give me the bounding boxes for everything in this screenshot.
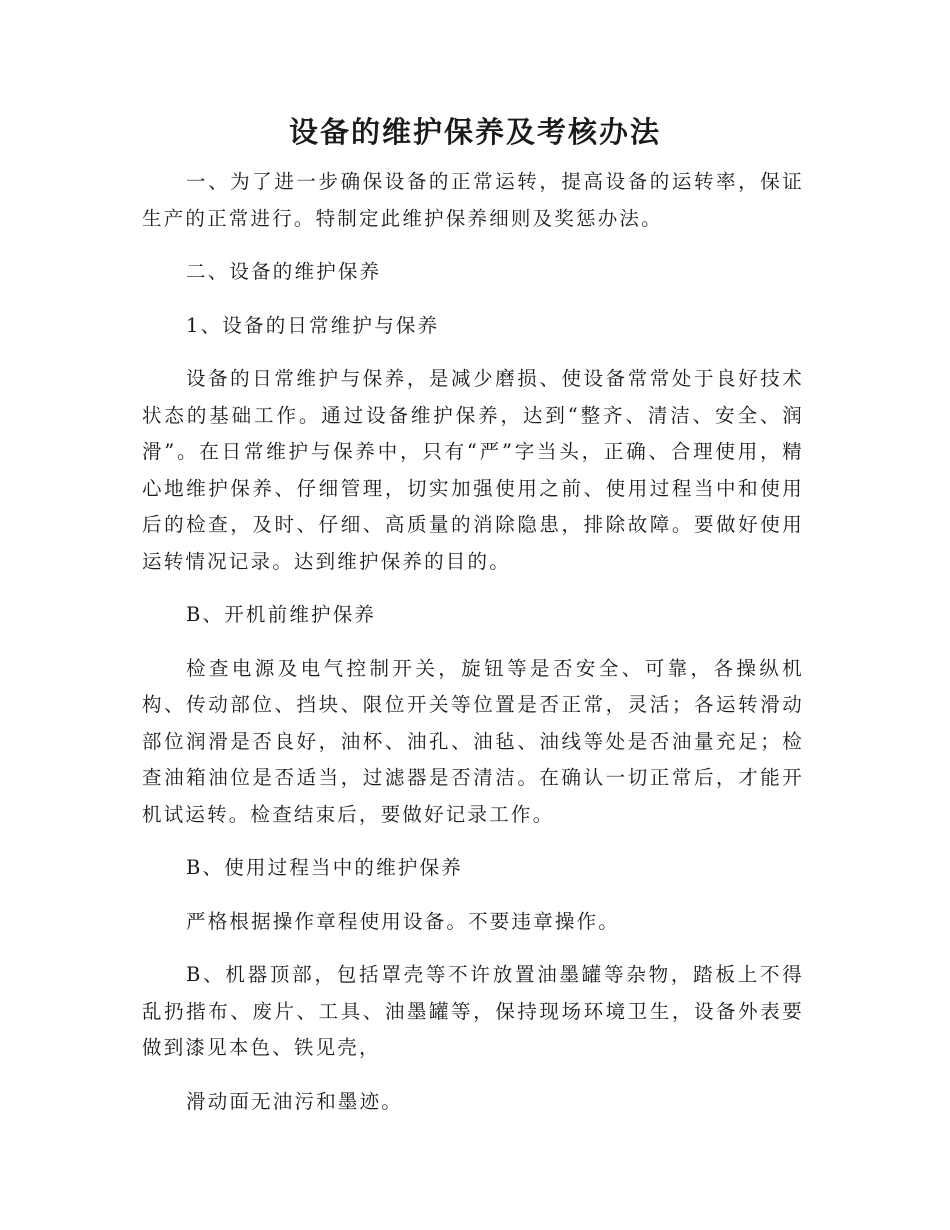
paragraph-daily-maintenance: 设备的日常维护与保养，是减少磨损、使设备常常处于良好技术状态的基础工作。通过设备维护保养，达到“整齐、清洁、安全、润滑”。在日常维护与保养中，只有“严”字当头，正确、合理使用，精心地维护保养、仔细管理，切实加强使用之前、使用过程当中和使用后的检查，及时、仔细、高质量的消除隐患，排除故障。要做好使用运转情况记录。达到维护保养的目的。 [142,367,804,573]
subsection-heading-daily-maintenance: 1、设备的日常维护与保养 [186,313,440,337]
paragraph-sliding-surface: 滑动面无油污和墨迹。 [186,1089,404,1113]
subsection-heading-pre-start: B、开机前维护保养 [186,603,377,626]
paragraph-pre-start: 检查电源及电气控制开关，旋钮等是否安全、可靠，各操纵机构、传动部位、挡块、限位开关等位置是否正常，灵活；各运转滑动部位润滑是否良好，油杯、油孔、油毡、油线等处是否油量充足；检查油箱油位是否适当，过滤器是否清洁。在确认一切正常后，才能开机试运转。检查结束后，要做好记录工作。 [142,656,804,826]
section-heading-maintenance: 二、设备的维护保养 [186,260,382,283]
paragraph-machine-top: B、机器顶部，包括罩壳等不许放置油墨罐等杂物，踏板上不得乱扔揩布、废片、工具、油墨罐等，保持现场环境卫生，设备外表要做到漆见本色、铁见壳， [142,963,804,1059]
paragraph-purpose: 一、为了进一步确保设备的正常运转，提高设备的运转率，保证生产的正常进行。特制定此维护保养细则及奖惩办法。 [142,170,804,230]
subsection-heading-in-use: B、使用过程当中的维护保养 [186,856,463,879]
paragraph-operating-rules: 严格根据操作章程使用设备。不要违章操作。 [186,909,621,933]
document-body [142,164,804,1137]
document-title: 设备的维护保养及考核办法 [288,115,661,149]
